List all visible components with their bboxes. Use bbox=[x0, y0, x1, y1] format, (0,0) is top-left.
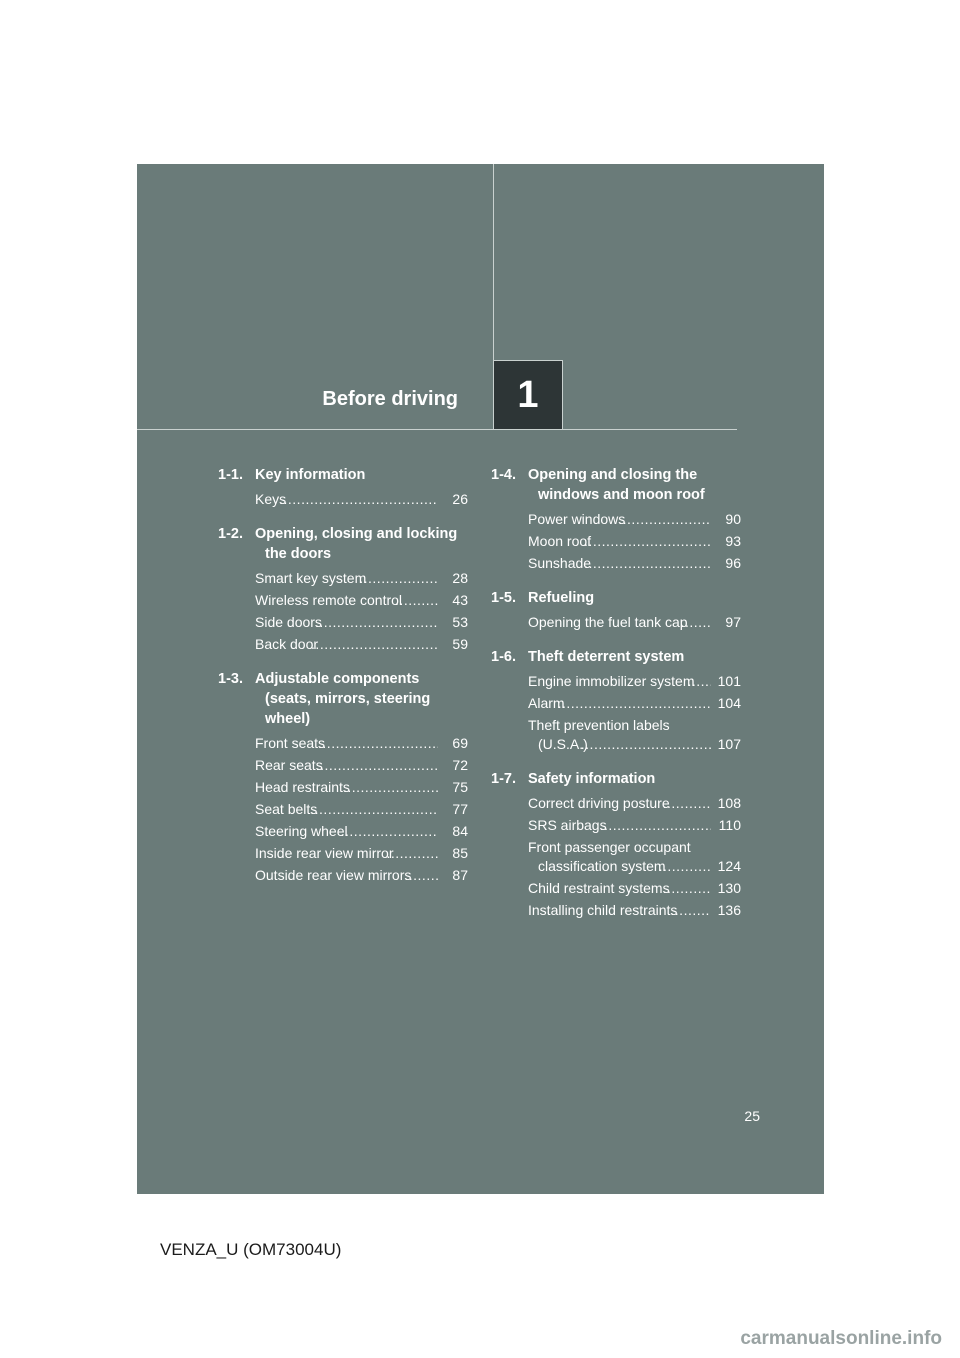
toc-column-left bbox=[218, 465, 468, 900]
section-heading bbox=[491, 769, 741, 789]
toc-column-right bbox=[491, 465, 741, 935]
toc-entry[interactable] bbox=[528, 670, 741, 692]
entry-page-number: 93 bbox=[725, 532, 741, 549]
entry-title: Back door ..... bbox=[255, 635, 438, 654]
section-heading bbox=[218, 465, 468, 485]
toc-entry[interactable] bbox=[528, 692, 741, 714]
toc-entry[interactable] bbox=[255, 488, 468, 510]
section-number: 1-4. bbox=[491, 467, 516, 483]
toc-entry[interactable] bbox=[255, 589, 468, 611]
toc-section bbox=[491, 769, 741, 921]
toc-entry[interactable] bbox=[528, 792, 741, 814]
entry-page-number: 101 bbox=[717, 672, 741, 689]
entry-title: Smart key system ..... bbox=[255, 569, 438, 588]
toc-section bbox=[218, 669, 468, 886]
section-entries bbox=[218, 567, 468, 655]
entry-title: Front seats ..... bbox=[255, 734, 438, 753]
entry-page-number: 75 bbox=[452, 778, 468, 795]
section-heading bbox=[218, 669, 468, 729]
entry-page-number: 104 bbox=[717, 694, 741, 711]
entry-title: Power windows ..... bbox=[528, 510, 711, 529]
entry-title: Front passenger occupant classification system ..... bbox=[528, 838, 711, 876]
toc-entry[interactable] bbox=[255, 633, 468, 655]
entry-page-number: 96 bbox=[725, 554, 741, 571]
toc-entry[interactable] bbox=[528, 836, 741, 877]
toc-entry[interactable] bbox=[528, 508, 741, 530]
toc-section bbox=[218, 465, 468, 510]
section-entries bbox=[218, 488, 468, 510]
toc-entry[interactable] bbox=[528, 714, 741, 755]
entry-title: Wireless remote control ..... bbox=[255, 591, 438, 610]
chapter-title: Before driving bbox=[322, 388, 458, 410]
toc-entry[interactable] bbox=[255, 798, 468, 820]
section-entries bbox=[491, 508, 741, 574]
entry-title: Seat belts ..... bbox=[255, 800, 438, 819]
entry-page-number: 59 bbox=[452, 635, 468, 652]
toc-entry[interactable] bbox=[528, 877, 741, 899]
entry-page-number: 130 bbox=[717, 879, 741, 896]
entry-title: Keys ..... bbox=[255, 490, 438, 509]
section-number: 1-6. bbox=[491, 649, 516, 665]
entry-title: Inside rear view mirror ..... bbox=[255, 844, 438, 863]
watermark: carmanualsonline.info bbox=[740, 1328, 942, 1349]
toc-entry[interactable] bbox=[255, 842, 468, 864]
section-title[interactable]: Opening, closing and locking the doors bbox=[255, 526, 458, 562]
section-heading bbox=[491, 588, 741, 608]
entry-page-number: 90 bbox=[725, 510, 741, 527]
section-entries bbox=[491, 792, 741, 921]
section-title[interactable]: Opening and closing the windows and moon roof bbox=[528, 467, 705, 503]
toc-section bbox=[218, 524, 468, 655]
entry-title: Installing child restraints ..... bbox=[528, 901, 711, 920]
entry-title: SRS airbags ..... bbox=[528, 816, 711, 835]
entry-page-number: 136 bbox=[717, 901, 741, 918]
section-number: 1-3. bbox=[218, 671, 243, 687]
section-number: 1-1. bbox=[218, 467, 243, 483]
toc-entry[interactable] bbox=[255, 754, 468, 776]
section-entries bbox=[491, 611, 741, 633]
toc-entry[interactable] bbox=[528, 899, 741, 921]
entry-title: Opening the fuel tank cap ..... bbox=[528, 613, 711, 632]
entry-page-number: 85 bbox=[452, 844, 468, 861]
page-number: 25 bbox=[744, 1108, 760, 1124]
entry-page-number: 84 bbox=[452, 822, 468, 839]
toc-section bbox=[491, 588, 741, 633]
entry-page-number: 124 bbox=[717, 857, 741, 874]
entry-page-number: 110 bbox=[718, 816, 741, 833]
toc-entry[interactable] bbox=[255, 611, 468, 633]
section-title[interactable]: Refueling bbox=[528, 590, 595, 606]
entry-page-number: 97 bbox=[725, 613, 741, 630]
section-heading bbox=[491, 647, 741, 667]
entry-title: Theft prevention labels (U.S.A.) ..... bbox=[528, 716, 711, 754]
entry-page-number: 53 bbox=[452, 613, 468, 630]
section-entries bbox=[218, 732, 468, 886]
entry-title: Child restraint systems ..... bbox=[528, 879, 711, 898]
entry-title: Alarm ..... bbox=[528, 694, 711, 713]
section-number: 1-7. bbox=[491, 771, 516, 787]
entry-page-number: 87 bbox=[452, 866, 468, 883]
entry-title: Moon roof ..... bbox=[528, 532, 711, 551]
toc-entry[interactable] bbox=[255, 864, 468, 886]
entry-title: Outside rear view mirrors ..... bbox=[255, 866, 438, 885]
toc-section bbox=[491, 465, 741, 574]
section-title[interactable]: Theft deterrent system bbox=[528, 649, 685, 665]
entry-page-number: 69 bbox=[452, 734, 468, 751]
footer-model-code: VENZA_U (OM73004U) bbox=[160, 1240, 342, 1259]
section-number: 1-5. bbox=[491, 590, 516, 606]
entry-page-number: 77 bbox=[452, 800, 468, 817]
section-number: 1-2. bbox=[218, 526, 243, 542]
entry-title: Sunshade ..... bbox=[528, 554, 711, 573]
entry-title: Correct driving posture ..... bbox=[528, 794, 711, 813]
entry-title: Steering wheel ..... bbox=[255, 822, 438, 841]
toc-entry[interactable] bbox=[255, 732, 468, 754]
section-title[interactable]: Safety information bbox=[528, 771, 656, 787]
toc-entry[interactable] bbox=[528, 611, 741, 633]
divider-horizontal bbox=[137, 429, 737, 430]
divider-vertical bbox=[493, 164, 494, 360]
section-entries bbox=[491, 670, 741, 755]
chapter-number-box bbox=[493, 360, 563, 430]
toc-section bbox=[491, 647, 741, 755]
chapter-number: 1 bbox=[517, 373, 539, 416]
entry-page-number: 43 bbox=[452, 591, 468, 608]
toc-entry[interactable] bbox=[255, 567, 468, 589]
entry-page-number: 72 bbox=[452, 756, 468, 773]
section-heading bbox=[491, 465, 741, 505]
section-title[interactable]: Adjustable components (seats, mirrors, steering wheel) bbox=[255, 671, 431, 727]
toc-entry[interactable] bbox=[528, 530, 741, 552]
toc-entry[interactable] bbox=[255, 776, 468, 798]
entry-page-number: 108 bbox=[717, 794, 741, 811]
entry-page-number: 107 bbox=[717, 735, 741, 752]
entry-page-number: 28 bbox=[452, 569, 468, 586]
section-title[interactable]: Key information bbox=[255, 467, 366, 483]
toc-entry[interactable] bbox=[528, 814, 741, 836]
entry-title: Head restraints ..... bbox=[255, 778, 438, 797]
section-heading bbox=[218, 524, 468, 564]
entry-title: Side doors ..... bbox=[255, 613, 438, 632]
toc-entry[interactable] bbox=[255, 820, 468, 842]
entry-title: Engine immobilizer system ..... bbox=[528, 672, 711, 691]
entry-page-number: 26 bbox=[452, 490, 468, 507]
toc-entry[interactable] bbox=[528, 552, 741, 574]
entry-title: Rear seats ..... bbox=[255, 756, 438, 775]
